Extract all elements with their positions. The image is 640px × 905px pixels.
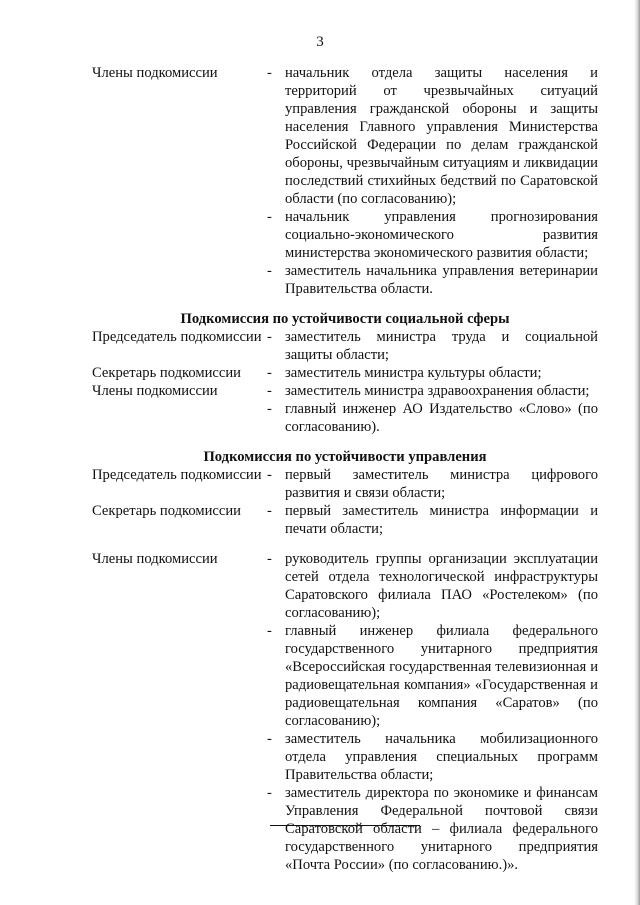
- item-text: начальник управления прогнозирования социально-экономического развития министерства экономического развития области;: [285, 209, 598, 261]
- list-item: [267, 550, 598, 622]
- item-text: заместитель директора по экономике и финансам Управления Федеральной почтовой связи Саратовской области – филиала федерального государственного унитарного предприятия «Почта России» (по согласованию.)».: [285, 785, 598, 873]
- list-item: [267, 400, 598, 436]
- list-item: [267, 208, 598, 262]
- page-number: 3: [316, 34, 324, 50]
- dash-marker: -: [267, 551, 272, 567]
- list-item: [267, 622, 598, 730]
- item-text: первый заместитель министра цифрового развития и связи области;: [285, 467, 598, 501]
- list-item: [267, 382, 598, 400]
- spacer: [92, 538, 598, 550]
- item-text: главный инженер АО Издательство «Слово» (по согласованию).: [285, 401, 598, 435]
- role-label: Члены подкомиссии: [92, 383, 218, 399]
- entry-members: [92, 382, 598, 436]
- entry-items: [267, 364, 598, 382]
- section-heading: Подкомиссия по устойчивости социальной сферы: [180, 311, 510, 327]
- list-item: [267, 730, 598, 784]
- item-text: заместитель начальника мобилизационного отдела управления специальных программ Правительства области;: [285, 731, 598, 783]
- list-item: [267, 262, 598, 298]
- dash-marker: -: [267, 383, 272, 399]
- scan-edge-shadow: [634, 0, 640, 905]
- role-label: Секретарь подкомиссии: [92, 365, 241, 381]
- list-item: [267, 466, 598, 502]
- item-text: главный инженер филиала федерального государственного унитарного предприятия «Всероссийская государственная телевизионная и радиовещательная компания» «Государственная и радиовещательная компания «Саратов» (по согласованию);: [285, 623, 598, 729]
- entry-secretary: [92, 364, 598, 382]
- list-item: [267, 64, 598, 208]
- entry-chairman: [92, 466, 598, 502]
- entry-items: [267, 382, 598, 436]
- list-item: [267, 328, 598, 364]
- dash-marker: -: [267, 263, 272, 279]
- item-text: первый заместитель министра информации и печати области;: [285, 503, 598, 537]
- entry-items: [267, 64, 598, 298]
- role-label: Председатель подкомиссии: [92, 467, 262, 483]
- item-text: заместитель министра культуры области;: [285, 365, 542, 381]
- item-text: заместитель начальника управления ветеринарии Правительства области.: [285, 263, 598, 297]
- item-text: руководитель группы организации эксплуатации сетей отдела технологической инфраструктуры Саратовского филиала ПАО «Ростелеком» (по согласованию);: [285, 551, 598, 621]
- item-text: начальник отдела защиты населения и территорий от чрезвычайных ситуаций управления гражданской обороны и защиты населения Главного управления Министерства Российской Федерации по делам гражданской обороны, чрезвычайным ситуациям и ликвидации последствий стихийных бедствий по Саратовской области (по согласованию);: [285, 65, 598, 207]
- section-management: [92, 448, 598, 874]
- dash-marker: -: [267, 329, 272, 345]
- dash-marker: -: [267, 785, 272, 801]
- role-label: Члены подкомиссии: [92, 551, 218, 567]
- dash-marker: -: [267, 365, 272, 381]
- role-label: Секретарь подкомиссии: [92, 503, 241, 519]
- dash-marker: -: [267, 65, 272, 81]
- role-label: Председатель подкомиссии: [92, 329, 262, 345]
- dash-marker: -: [267, 731, 272, 747]
- entry-items: [267, 328, 598, 364]
- dash-marker: -: [267, 503, 272, 519]
- dash-marker: -: [267, 467, 272, 483]
- document-body: [92, 64, 598, 874]
- dash-marker: -: [267, 401, 272, 417]
- section-social-sphere: [92, 310, 598, 436]
- entry-secretary: [92, 502, 598, 538]
- item-text: заместитель министра труда и социальной защиты области;: [285, 329, 598, 363]
- end-divider: [270, 825, 420, 826]
- list-item: [267, 784, 598, 874]
- section-heading: Подкомиссия по устойчивости управления: [203, 449, 487, 465]
- dash-marker: -: [267, 209, 272, 225]
- section-continuation: [92, 64, 598, 298]
- list-item: [267, 364, 598, 382]
- dash-marker: -: [267, 623, 272, 639]
- entry-items: [267, 466, 598, 502]
- entry-members: [92, 64, 598, 298]
- entry-chairman: [92, 328, 598, 364]
- role-label: Члены подкомиссии: [92, 65, 218, 81]
- list-item: [267, 502, 598, 538]
- entry-items: [267, 502, 598, 538]
- item-text: заместитель министра здравоохранения области;: [285, 383, 590, 399]
